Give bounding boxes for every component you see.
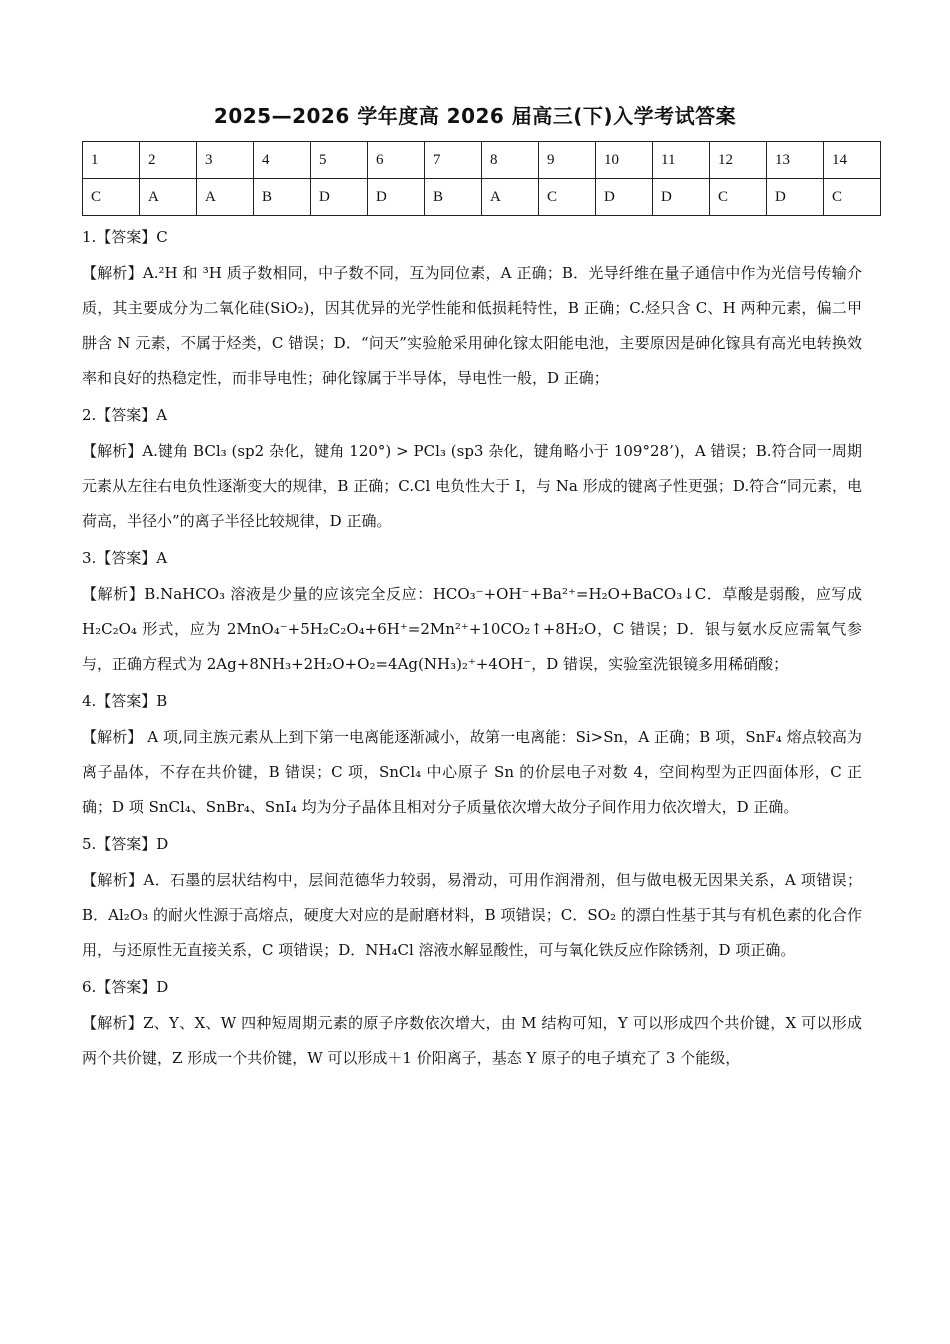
question-number-cell: 2 [140,142,197,179]
answer-cell: A [482,179,539,216]
answer-cell: B [254,179,311,216]
answer-cell: C [710,179,767,216]
question-number-cell: 7 [425,142,482,179]
analysis-6: 【解析】Z、Y、X、W 四种短周期元素的原子序数依次增大，由 M 结构可知，Y 可以形成四个共价键，X 可以形成两个共价键，Z 形成一个共价键，W 可以形成＋1 价阳离子，基态 Y 原子的电子填充了 3 个能级， [82,1014,862,1067]
analysis-1: 【解析】A.²H 和 ³H 质子数相同，中子数不同，互为同位素，A 正确；B．光导纤维在量子通信中作为光信号传输介质，其主要成分为二氧化硅(SiO₂)，因其优异的光学性能和低损耗特性，B 正确；C.烃只含 C、H 两种元素，偏二甲肼含 N 元素，不属于烃类，C 错误；D．“问天”实验舱采用砷化镓太阳能电池，主要原因是砷化镓具有高光电转换效率和良好的热稳定性，而非导电性；砷化镓属于半导体，导电性一般，D 正确； [82,264,862,387]
answer-heading-5: 5.【答案】D [82,835,169,853]
answer-cell: D [368,179,425,216]
question-number-cell: 9 [539,142,596,179]
question-number-cell: 12 [710,142,767,179]
answer-heading-1: 1.【答案】C [82,228,168,246]
question-number-cell: 5 [311,142,368,179]
answer-cell: B [425,179,482,216]
answer-table-answer-row [83,179,881,216]
question-number-cell: 11 [653,142,710,179]
answer-explanations [82,220,862,1078]
answer-heading-6: 6.【答案】D [82,978,169,996]
page-title: 2025—2026 学年度高 2026 届高三(下)入学考试答案 [213,104,737,128]
answer-cell: C [824,179,881,216]
answer-table [82,141,881,216]
answer-cell: A [197,179,254,216]
question-number-cell: 8 [482,142,539,179]
answer-table-number-row [83,142,881,179]
answer-heading-2: 2.【答案】A [82,406,168,424]
answer-cell: D [767,179,824,216]
question-number-cell: 1 [83,142,140,179]
analysis-3: 【解析】B.NaHCO₃ 溶液是少量的应该完全反应：HCO₃⁻+OH⁻+Ba²⁺=H₂O+BaCO₃↓C．草酸是弱酸，应写成 H₂C₂O₄ 形式，应为 2MnO₄⁻+5H₂C₂O₄+6H⁺=2Mn²⁺+10CO₂↑+8H₂O，C 错误；D．银与氨水反应需氧气参与，正确方程式为 2Ag+8NH₃+2H₂O+O₂=4Ag(NH₃)₂⁺+4OH⁻，D 错误，实验室洗银镜多用稀硝酸； [82,585,862,673]
answer-cell: D [653,179,710,216]
answer-cell: D [311,179,368,216]
answer-heading-4: 4.【答案】B [82,692,168,710]
question-number-cell: 13 [767,142,824,179]
answer-cell: D [596,179,653,216]
question-number-cell: 3 [197,142,254,179]
question-number-cell: 10 [596,142,653,179]
answer-cell: A [140,179,197,216]
question-number-cell: 4 [254,142,311,179]
answer-cell: C [83,179,140,216]
answer-cell: C [539,179,596,216]
question-number-cell: 6 [368,142,425,179]
answer-heading-3: 3.【答案】A [82,549,168,567]
analysis-5: 【解析】A．石墨的层状结构中，层间范德华力较弱，易滑动，可用作润滑剂，但与做电极无因果关系，A 项错误；B．Al₂O₃ 的耐火性源于高熔点，硬度大对应的是耐磨材料，B 项错误；C．SO₂ 的漂白性基于其与有机色素的化合作用，与还原性无直接关系，C 项错误；D．NH₄Cl 溶液水解显酸性，可与氧化铁反应作除锈剂，D 项正确。 [82,871,862,959]
question-number-cell: 14 [824,142,881,179]
analysis-4: 【解析】 A 项,同主族元素从上到下第一电离能逐渐减小，故第一电离能：Si>Sn，A 正确；B 项，SnF₄ 熔点较高为离子晶体，不存在共价键，B 错误；C 项，SnCl₄ 中心原子 Sn 的价层电子对数 4，空间构型为正四面体形，C 正确；D 项 SnCl₄、SnBr₄、SnI₄ 均为分子晶体且相对分子质量依次增大故分子间作用力依次增大，D 正确。 [82,728,862,816]
analysis-2: 【解析】A.键角 BCl₃ (sp2 杂化，键角 120°) > PCl₃ (sp3 杂化，键角略小于 109°28’)，A 错误；B.符合同一周期元素从左往右电负性逐渐变大的规律，B 正确；C.Cl 电负性大于 I，与 Na 形成的键离子性更强；D.符合“同元素，电荷高，半径小”的离子半径比较规律，D 正确。 [82,442,862,530]
